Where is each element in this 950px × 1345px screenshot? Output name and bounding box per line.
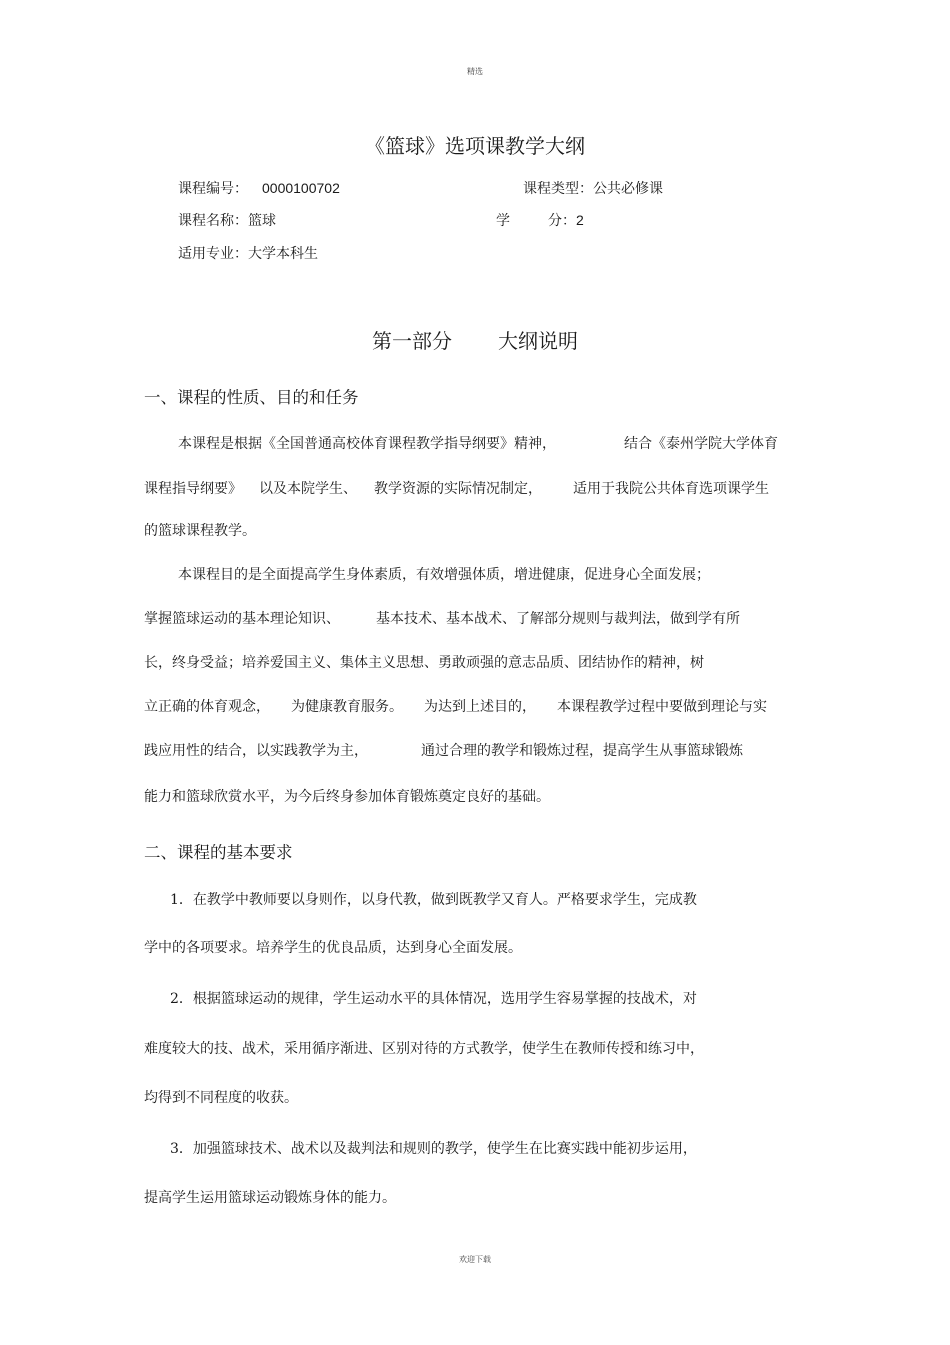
paragraph-line: 能力和篮球欣赏水平，为今后终身参加体育锻炼奠定良好的基础。 bbox=[144, 789, 550, 805]
paragraph-line: 立正确的体育观念， bbox=[144, 699, 270, 715]
course-code-label: 课程编号： bbox=[178, 181, 248, 197]
major-label: 适用专业： bbox=[178, 246, 248, 262]
paragraph-line: 通过合理的教学和锻炼过程，提高学生从事篮球锻炼 bbox=[421, 743, 743, 759]
paragraph-line: 学中的各项要求。培养学生的优良品质，达到身心全面发展。 bbox=[144, 940, 522, 956]
course-type-label: 课程类型： bbox=[523, 181, 593, 197]
page-footer-mark: 欢迎下载 bbox=[459, 1255, 491, 1264]
part-number: 第一部分 bbox=[372, 329, 452, 353]
paragraph-line: 本课程目的是全面提高学生身体素质，有效增强体质，增进健康，促进身心全面发展； bbox=[178, 567, 710, 583]
paragraph-line: 结合《泰州学院大学体育 bbox=[624, 436, 778, 452]
section-heading-2: 二、课程的基本要求 bbox=[144, 843, 293, 862]
paragraph-line: 课程指导纲要》 bbox=[144, 481, 242, 497]
paragraph-line: 难度较大的技、战术，采用循序渐进、区别对待的方式教学，使学生在教师传授和练习中， bbox=[144, 1041, 704, 1057]
paragraph-line: 均得到不同程度的收获。 bbox=[144, 1090, 298, 1106]
paragraph-line: 掌握篮球运动的基本理论知识、 bbox=[144, 611, 340, 627]
paragraph-line: 2．根据篮球运动的规律，学生运动水平的具体情况，选用学生容易掌握的技战术，对 bbox=[170, 991, 697, 1007]
course-type-value: 公共必修课 bbox=[593, 181, 663, 197]
course-name-label: 课程名称： bbox=[178, 213, 248, 229]
course-type-row bbox=[523, 178, 663, 198]
course-code-row bbox=[178, 178, 340, 198]
credit-label-a: 学 bbox=[496, 213, 510, 229]
course-name-row bbox=[178, 210, 276, 230]
section-heading-1: 一、课程的性质、目的和任务 bbox=[144, 388, 359, 407]
course-name-value: 篮球 bbox=[248, 213, 276, 229]
paragraph-line: 以及本院学生、 bbox=[259, 481, 357, 497]
paragraph-line: 适用于我院公共体育选项课学生 bbox=[573, 481, 769, 497]
paragraph-line: 践应用性的结合，以实践教学为主， bbox=[144, 743, 368, 759]
paragraph-line: 本课程是根据《全国普通高校体育课程教学指导纲要》精神， bbox=[178, 436, 556, 452]
paragraph-line: 1．在教学中教师要以身则作，以身代教，做到既教学又育人。严格要求学生，完成教 bbox=[170, 892, 697, 908]
document-title: 《篮球》选项课教学大纲 bbox=[365, 134, 585, 158]
course-credit-row bbox=[496, 210, 584, 230]
paragraph-line: 的篮球课程教学。 bbox=[144, 523, 256, 539]
paragraph-line: 为健康教育服务。 bbox=[291, 699, 403, 715]
paragraph-line: 教学资源的实际情况制定， bbox=[374, 481, 542, 497]
part-title bbox=[0, 325, 950, 354]
credit-value: 2 bbox=[576, 212, 584, 228]
page-header-mark: 精选 bbox=[467, 67, 483, 76]
major-value: 大学本科生 bbox=[248, 246, 318, 262]
paragraph-line: 长，终身受益；培养爱国主义、集体主义思想、勇敢顽强的意志品质、团结协作的精神，树 bbox=[144, 655, 704, 671]
paragraph-line: 基本技术、基本战术、了解部分规则与裁判法，做到学有所 bbox=[376, 611, 740, 627]
paragraph-line: 为达到上述目的， bbox=[424, 699, 536, 715]
course-major-row bbox=[178, 243, 318, 263]
credit-label-b: 分： bbox=[548, 213, 576, 229]
paragraph-line: 提高学生运用篮球运动锻炼身体的能力。 bbox=[144, 1190, 396, 1206]
part-name: 大纲说明 bbox=[498, 329, 578, 353]
paragraph-line: 3．加强篮球技术、战术以及裁判法和规则的教学，使学生在比赛实践中能初步运用， bbox=[170, 1141, 697, 1157]
course-code-value: 0000100702 bbox=[262, 180, 340, 196]
paragraph-line: 本课程教学过程中要做到理论与实 bbox=[557, 699, 767, 715]
